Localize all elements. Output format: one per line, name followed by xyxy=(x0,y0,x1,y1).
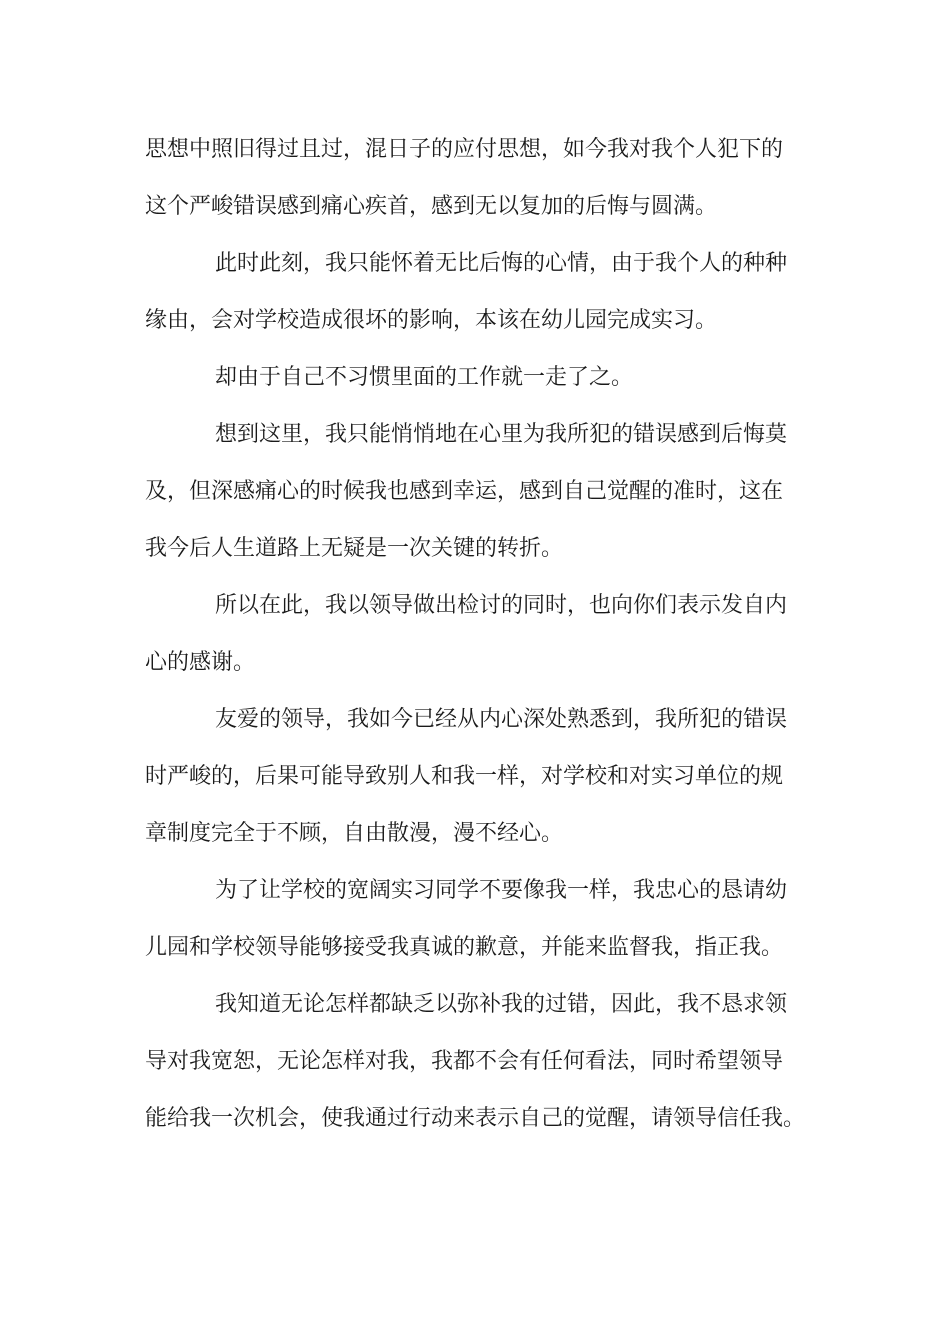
text-line: 思想中照旧得过且过，混日子的应付思想，如今我对我个人犯下的 xyxy=(145,137,784,162)
text-line: 我今后人生道路上无疑是一次关键的转折。 xyxy=(145,536,564,561)
text-line: 及，但深感痛心的时候我也感到幸运，感到自己觉醒的准时，这在 xyxy=(145,479,784,504)
text-line: 却由于自己不习惯里面的工作就一走了之。 xyxy=(215,365,634,390)
document-body xyxy=(145,128,825,1154)
text-line: 缘由，会对学校造成很坏的影响，本该在幼儿园完成实习。 xyxy=(145,308,718,333)
text-line: 所以在此，我以领导做出检讨的同时，也向你们表示发自内 xyxy=(215,593,788,618)
text-line: 能给我一次机会，使我通过行动来表示自己的觉醒，请领导信任我。 xyxy=(145,1106,806,1131)
text-line: 儿园和学校领导能够接受我真诚的歉意，并能来监督我，指正我。 xyxy=(145,935,784,960)
text-line: 心的感谢。 xyxy=(145,650,256,675)
text-line: 为了让学校的宽阔实习同学不要像我一样，我忠心的恳请幼 xyxy=(215,878,788,903)
text-line: 此时此刻，我只能怀着无比后悔的心情，由于我个人的种种 xyxy=(215,251,788,276)
text-line: 这个严峻错误感到痛心疾首，感到无以复加的后悔与圆满。 xyxy=(145,194,718,219)
text-line: 我知道无论怎样都缺乏以弥补我的过错，因此，我不恳求领 xyxy=(215,992,788,1017)
text-line: 章制度完全于不顾，自由散漫，漫不经心。 xyxy=(145,821,564,846)
text-line: 想到这里，我只能悄悄地在心里为我所犯的错误感到后悔莫 xyxy=(215,422,788,447)
text-line: 导对我宽恕，无论怎样对我，我都不会有任何看法，同时希望领导 xyxy=(145,1049,784,1074)
text-line: 友爱的领导，我如今已经从内心深处熟悉到，我所犯的错误 xyxy=(215,707,788,732)
text-line: 时严峻的，后果可能导致别人和我一样，对学校和对实习单位的规 xyxy=(145,764,784,789)
